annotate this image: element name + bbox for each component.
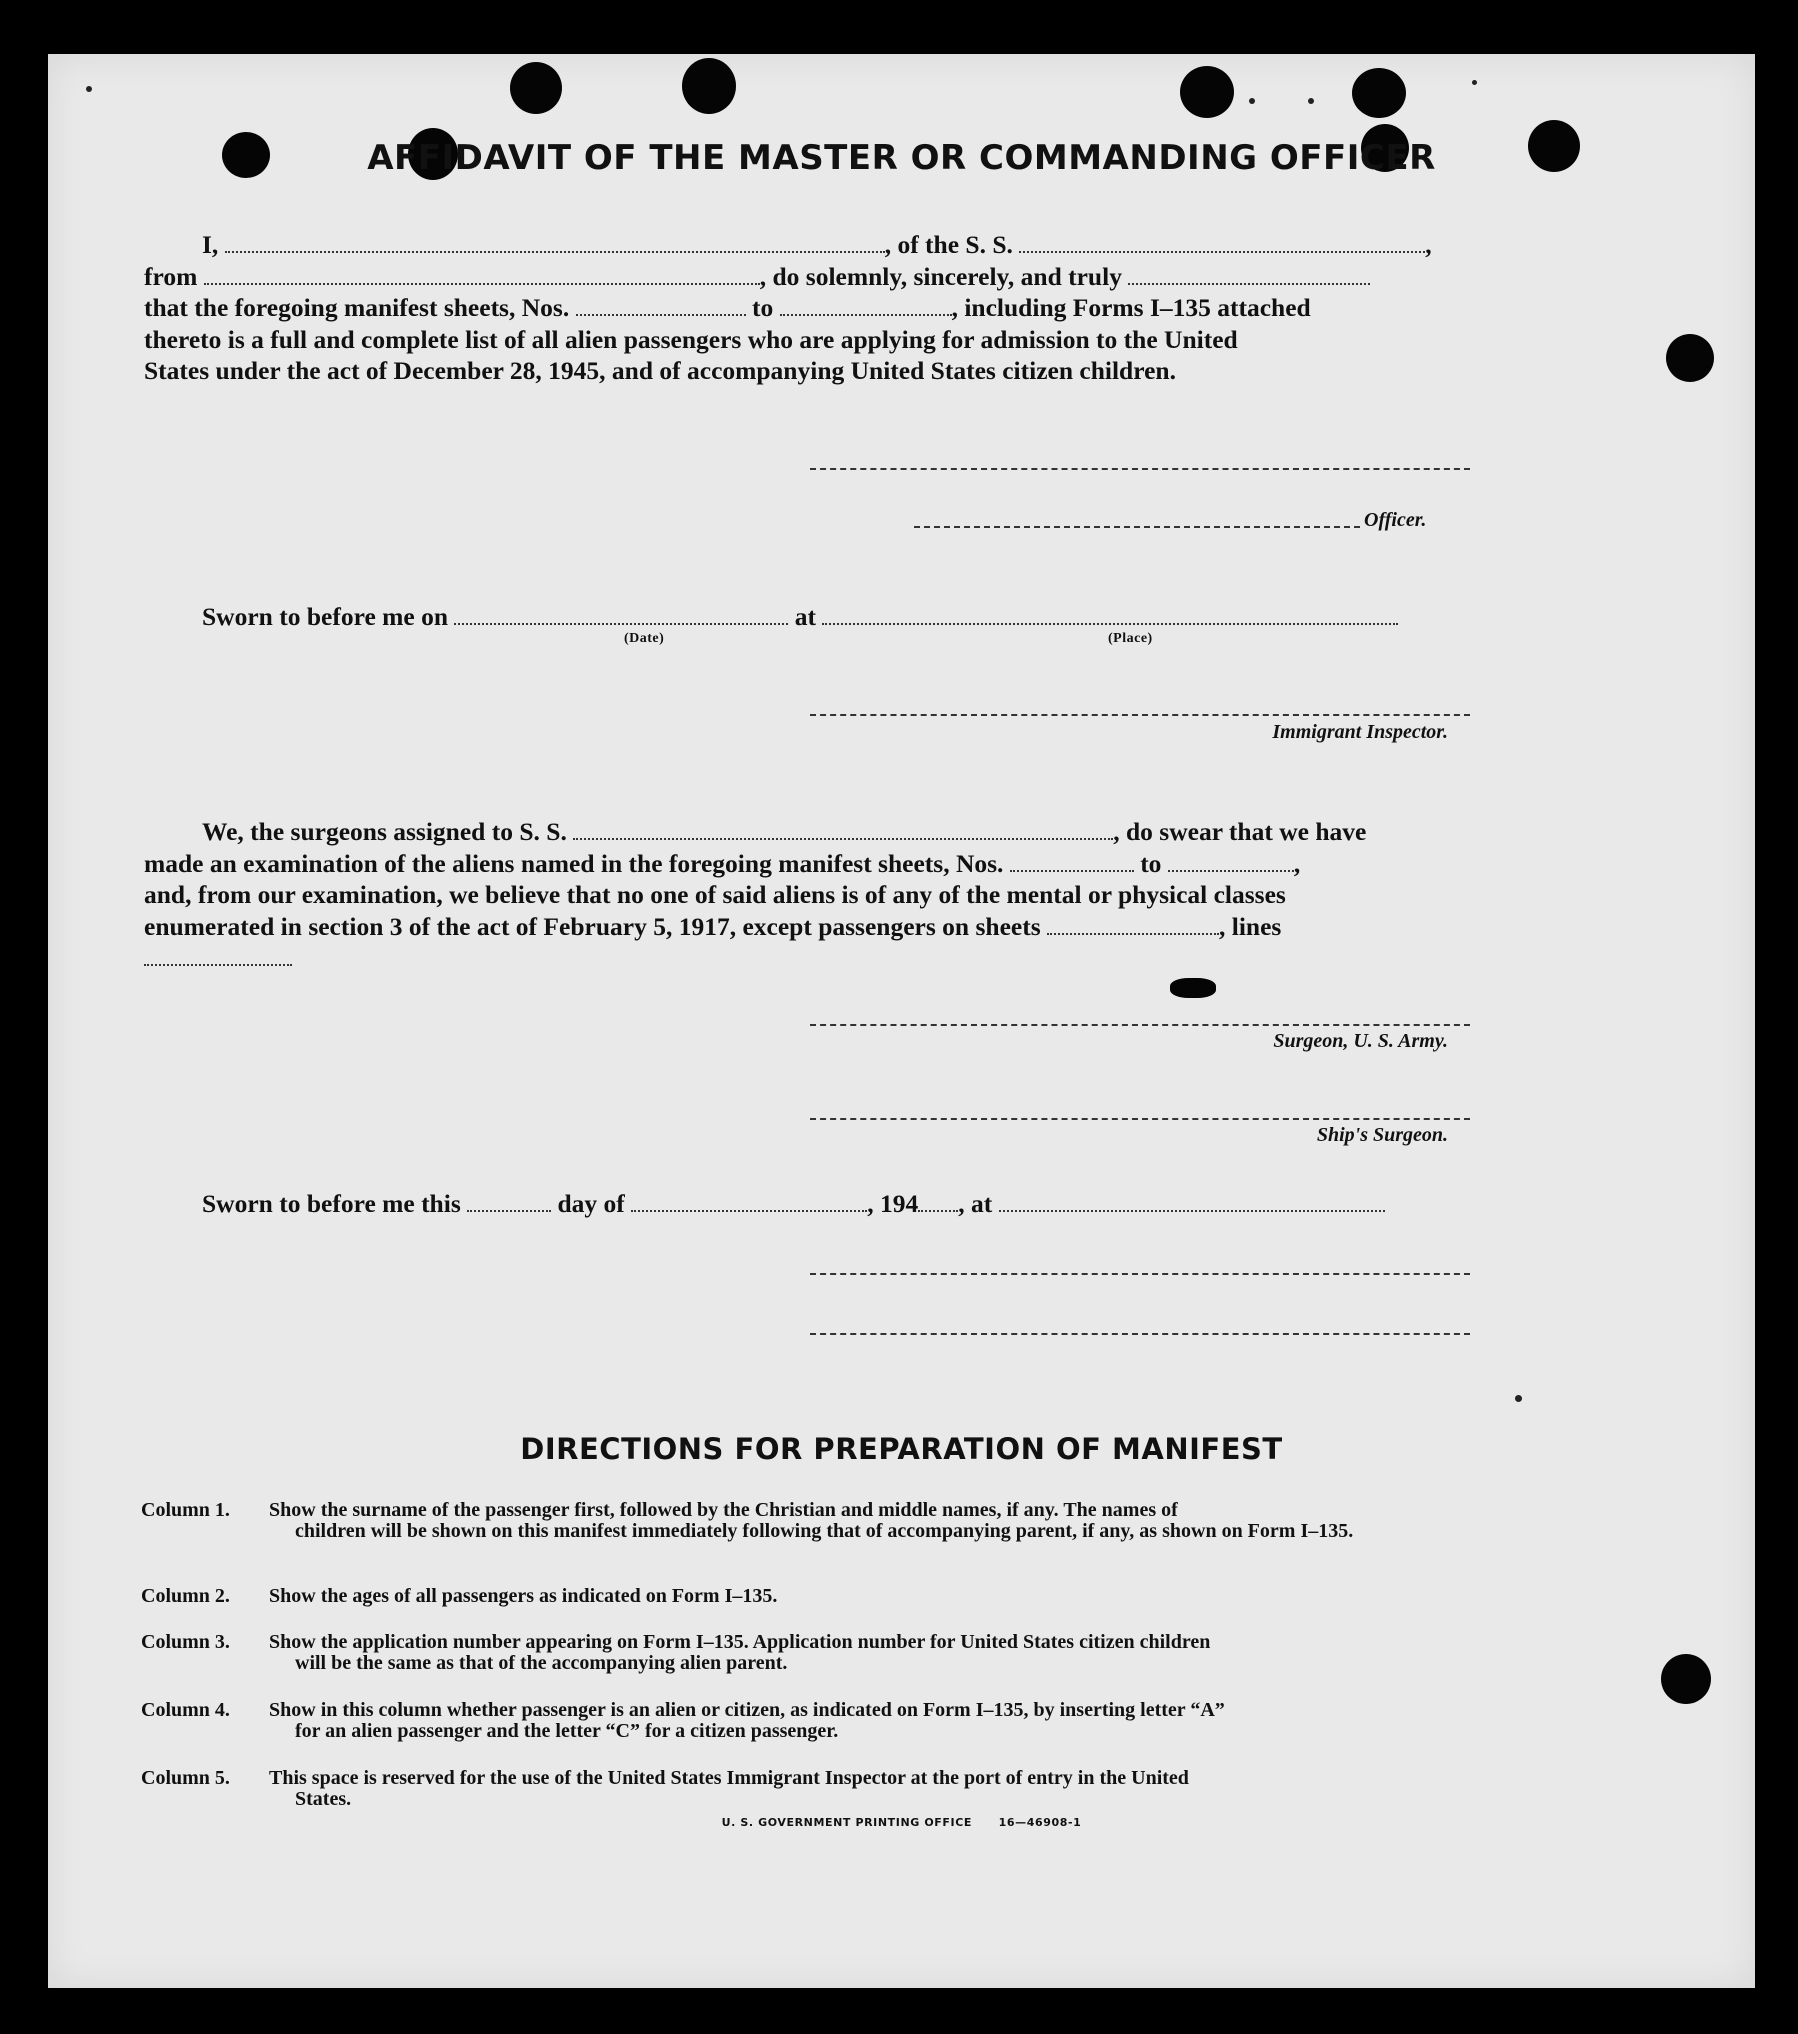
affidavit-text: thereto is a full and complete list of all alien passengers who are applying for admission to the United [144, 324, 1238, 354]
surgeons-text: , do swear that we have [1113, 817, 1367, 846]
direction-column-label: Column 2. [141, 1585, 230, 1607]
direction-text: for an alien passenger and the letter “C” for a citizen passenger. [295, 1720, 839, 1742]
month-field[interactable] [631, 1206, 867, 1212]
direction-item [141, 1500, 1471, 1542]
surgeons-paragraph [144, 816, 1470, 974]
surgeon-sheet-from-field[interactable] [1010, 866, 1134, 872]
direction-column-label: Column 4. [141, 1699, 230, 1721]
signature-line[interactable] [810, 1273, 1470, 1275]
direction-column-label: Column 5. [141, 1767, 230, 1789]
direction-item [141, 1768, 1471, 1810]
affidavit-text: , do solemnly, sincerely, and truly [759, 261, 1122, 291]
direction-text: Show the surname of the passenger first, followed by the Christian and middle names, if any. The names of [269, 1499, 1178, 1521]
printing-office-footer: U. S. GOVERNMENT PRINTING OFFICE 16—46908-1 [721, 1816, 1082, 1829]
direction-item [141, 1586, 1471, 1607]
ship-surgeon-label: Ship's Surgeon. [1316, 1124, 1448, 1146]
affidavit-text: , of the S. S. [884, 230, 1013, 259]
affidavit-text: , including Forms I–135 attached [951, 293, 1311, 322]
punch-hole [1666, 334, 1714, 382]
sworn-text: Sworn to before me this [202, 1189, 461, 1218]
direction-text: States. [295, 1788, 352, 1810]
affidavit-title: AFFIDAVIT OF THE MASTER OR COMMANDING OFFICER [367, 138, 1436, 178]
sworn-place-field[interactable] [999, 1206, 1385, 1212]
direction-column-label: Column 3. [141, 1631, 230, 1653]
surgeons-text: made an examination of the aliens named in the foregoing manifest sheets, Nos. [144, 848, 1004, 878]
document-page [48, 54, 1755, 1988]
oath-field[interactable] [1128, 279, 1370, 285]
year-field[interactable] [918, 1206, 958, 1212]
date-field[interactable] [454, 619, 788, 625]
surgeons-text: , lines [1219, 911, 1282, 941]
punch-hole [1180, 66, 1234, 118]
inspector-label: Immigrant Inspector. [1272, 721, 1448, 743]
affidavit-text: States under the act of December 28, 1945, and of accompanying United States citizen children. [144, 356, 1176, 385]
affidavit-text: to [751, 293, 774, 322]
punch-hole [682, 58, 736, 114]
sworn-text: at [794, 602, 816, 631]
surgeons-text: and, from our examination, we believe that no one of said aliens is of any of the mental or physical classes [144, 880, 1286, 909]
surgeons-text: We, the surgeons assigned to S. S. [202, 817, 567, 846]
signature-line[interactable] [810, 1333, 1470, 1335]
direction-text: Show in this column whether passenger is an alien or citizen, as indicated on Form I–135, by inserting letter “A” [269, 1699, 1225, 1721]
exception-lines-field[interactable] [144, 960, 292, 966]
from-port-field[interactable] [204, 279, 760, 285]
affidavit-text: that the foregoing manifest sheets, Nos. [144, 293, 570, 322]
army-surgeon-signature-line[interactable] [810, 1024, 1470, 1026]
direction-text: Show the application number appearing on Form I–135. Application number for United States citizen children [269, 1631, 1211, 1653]
sheet-from-field[interactable] [576, 310, 746, 316]
surgeon-ship-field[interactable] [573, 834, 1113, 840]
officer-signature-line[interactable] [914, 526, 1360, 528]
sworn-text: Sworn to before me on [202, 602, 448, 631]
ship-name-field[interactable] [1019, 247, 1425, 253]
sheet-to-field[interactable] [780, 310, 952, 316]
affidavit-paragraph [144, 229, 1470, 387]
direction-text: will be the same as that of the accompanying alien parent. [295, 1652, 788, 1674]
direction-text: children will be shown on this manifest immediately following that of accompanying parent, if any, as shown on Form I–135. [295, 1520, 1354, 1542]
surgeons-text: to [1140, 848, 1162, 878]
direction-column-label: Column 1. [141, 1499, 230, 1521]
affidavit-text: I, [202, 230, 219, 259]
direction-item [141, 1700, 1471, 1742]
direction-item [141, 1632, 1471, 1674]
speck [1515, 1395, 1522, 1402]
punch-hole [1352, 68, 1406, 118]
name-field[interactable] [225, 247, 885, 253]
sworn-text: , 194 [867, 1189, 919, 1218]
place-field[interactable] [822, 619, 1398, 625]
speck [1249, 98, 1255, 104]
ink-blot [1170, 978, 1216, 998]
speck [1308, 98, 1314, 104]
punch-hole [510, 62, 562, 114]
surgeon-sheet-to-field[interactable] [1168, 866, 1294, 872]
affidavit-text: from [144, 261, 198, 291]
affidavit-text: , [1425, 230, 1432, 259]
officer-label: Officer. [1364, 509, 1427, 531]
inspector-signature-line[interactable] [810, 714, 1470, 716]
signature-line[interactable] [810, 468, 1470, 470]
day-field[interactable] [467, 1206, 551, 1212]
direction-text: Show the ages of all passengers as indicated on Form I–135. [269, 1585, 778, 1607]
speck [1472, 80, 1477, 85]
sworn-text: day of [557, 1189, 625, 1218]
surgeons-text: enumerated in section 3 of the act of February 5, 1917, except passengers on sheets [144, 911, 1041, 941]
sworn-text: , at [958, 1189, 993, 1218]
sworn-day-line [144, 1188, 1470, 1220]
date-caption: (Date) [624, 631, 665, 646]
punch-hole [1661, 1654, 1711, 1704]
speck [86, 86, 92, 92]
sworn-line [144, 601, 1470, 633]
directions-title: DIRECTIONS FOR PREPARATION OF MANIFEST [520, 1432, 1283, 1466]
place-caption: (Place) [1108, 631, 1153, 646]
exception-sheets-field[interactable] [1047, 929, 1219, 935]
army-surgeon-label: Surgeon, U. S. Army. [1273, 1030, 1448, 1052]
direction-text: This space is reserved for the use of the United States Immigrant Inspector at the port of entry in the United [269, 1767, 1189, 1789]
surgeons-text: , [1293, 848, 1301, 878]
ship-surgeon-signature-line[interactable] [810, 1118, 1470, 1120]
